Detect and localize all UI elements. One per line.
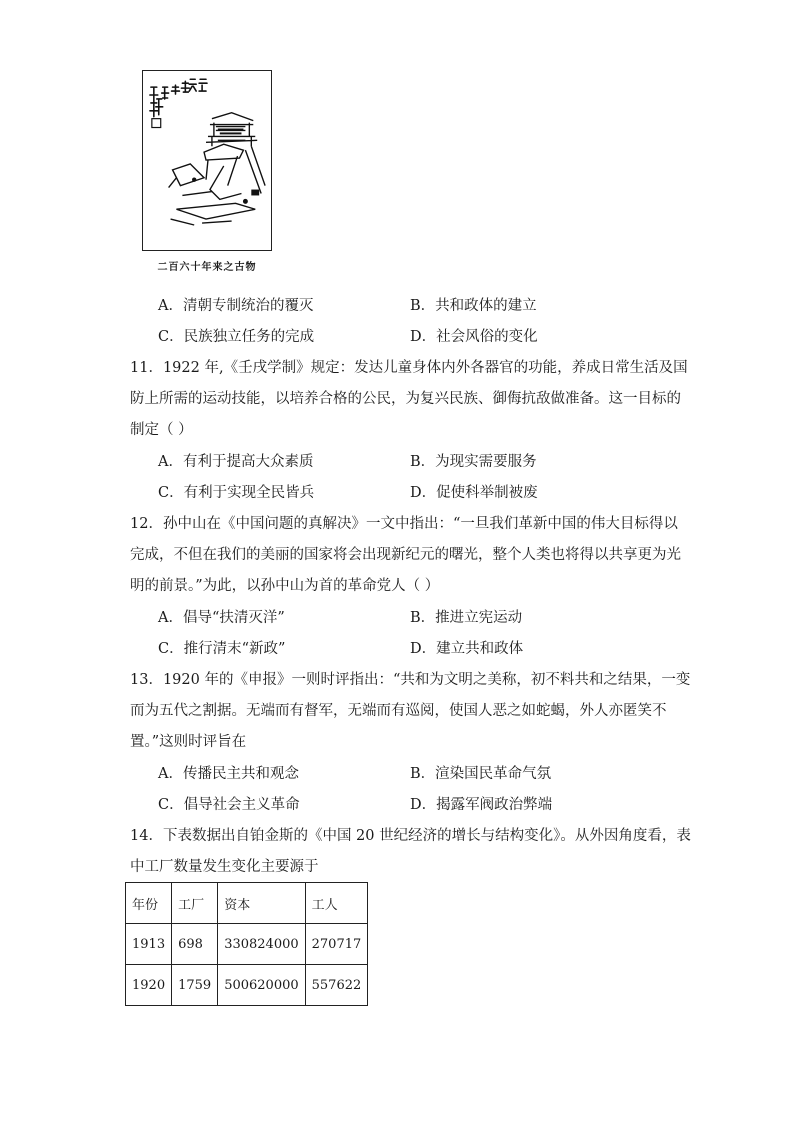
table-cell: 698	[172, 924, 218, 965]
q12-option-c[interactable]: C．推行清末“新政”	[158, 641, 286, 657]
q12-stem-line-3: 明的前景。”为此，以孙中山为首的革命党人（ ）	[130, 578, 440, 594]
q11-option-c[interactable]: C．有利于实现全民皆兵	[158, 485, 315, 501]
table-header-capital: 资本	[218, 883, 305, 924]
factory-data-table	[125, 882, 368, 1006]
q10-option-a[interactable]: A．清朝专制统治的覆灭	[158, 298, 314, 314]
table-cell: 270717	[305, 924, 368, 965]
q11-stem-line-1: 11．1922 年,《壬戌学制》规定：发达儿童身体内外各器官的功能，养成日常生活及国	[130, 360, 688, 376]
table-row	[126, 924, 368, 965]
q11-option-d[interactable]: D．促使科举制被废	[410, 485, 538, 501]
table-header-workers: 工人	[305, 883, 368, 924]
q13-option-d[interactable]: D．揭露军阀政治弊端	[410, 797, 553, 813]
table-cell: 500620000	[218, 965, 305, 1006]
q10-option-d[interactable]: D．社会风俗的变化	[410, 329, 538, 345]
table-header-row	[126, 883, 368, 924]
table-header-factories: 工厂	[172, 883, 218, 924]
table-row	[126, 965, 368, 1006]
q13-option-a[interactable]: A．传播民主共和观念	[158, 766, 299, 782]
q11-stem-line-3: 制定（ ）	[130, 422, 193, 438]
q12-option-d[interactable]: D．建立共和政体	[410, 641, 524, 657]
q11-option-b[interactable]: B．为现实需要服务	[410, 454, 537, 470]
q14-stem-line-2: 中工厂数量发生变化主要源于	[130, 859, 319, 875]
cartoon-figure	[142, 70, 272, 251]
table-cell: 1759	[172, 965, 218, 1006]
table-cell: 1920	[126, 965, 172, 1006]
table-cell: 557622	[305, 965, 368, 1006]
q12-option-a[interactable]: A．倡导“扶清灭洋”	[158, 610, 285, 626]
figure-caption: 二百六十年来之古物	[157, 262, 257, 273]
q13-stem-line-3: 置。”这则时评旨在	[130, 734, 247, 750]
q12-option-b[interactable]: B．推进立宪运动	[410, 610, 523, 626]
cartoon-drawing	[143, 71, 271, 250]
q13-option-b[interactable]: B．渲染国民革命气氛	[410, 766, 552, 782]
q13-stem-line-2: 而为五代之割据。无端而有督军，无端而有巡阅，使国人恶之如蛇蝎，外人亦匿笑不	[130, 703, 667, 719]
table-header-year: 年份	[126, 883, 172, 924]
q13-option-c[interactable]: C．倡导社会主义革命	[158, 797, 300, 813]
q12-stem-line-2: 完成，不但在我们的美丽的国家将会出现新纪元的曙光，整个人类也将得以共享更为光	[130, 547, 681, 563]
q10-option-b[interactable]: B．共和政体的建立	[410, 298, 537, 314]
q10-option-c[interactable]: C．民族独立任务的完成	[158, 329, 315, 345]
q14-stem-line-1: 14．下表数据出自铂金斯的《中国 20 世纪经济的增长与结构变化》。从外因角度看，表	[130, 828, 691, 844]
q11-stem-line-2: 防上所需的运动技能，以培养合格的公民，为复兴民族、御侮抗敌做准备。这一目标的	[130, 391, 681, 407]
q12-stem-line-1: 12．孙中山在《中国问题的真解决》一文中指出：“一旦我们革新中国的伟大目标得以	[130, 516, 678, 532]
table-cell: 330824000	[218, 924, 305, 965]
table-cell: 1913	[126, 924, 172, 965]
q11-option-a[interactable]: A．有利于提高大众素质	[158, 454, 314, 470]
q13-stem-line-1: 13．1920 年的《申报》一则时评指出：“共和为文明之美称，初不料共和之结果，一变	[130, 672, 691, 688]
